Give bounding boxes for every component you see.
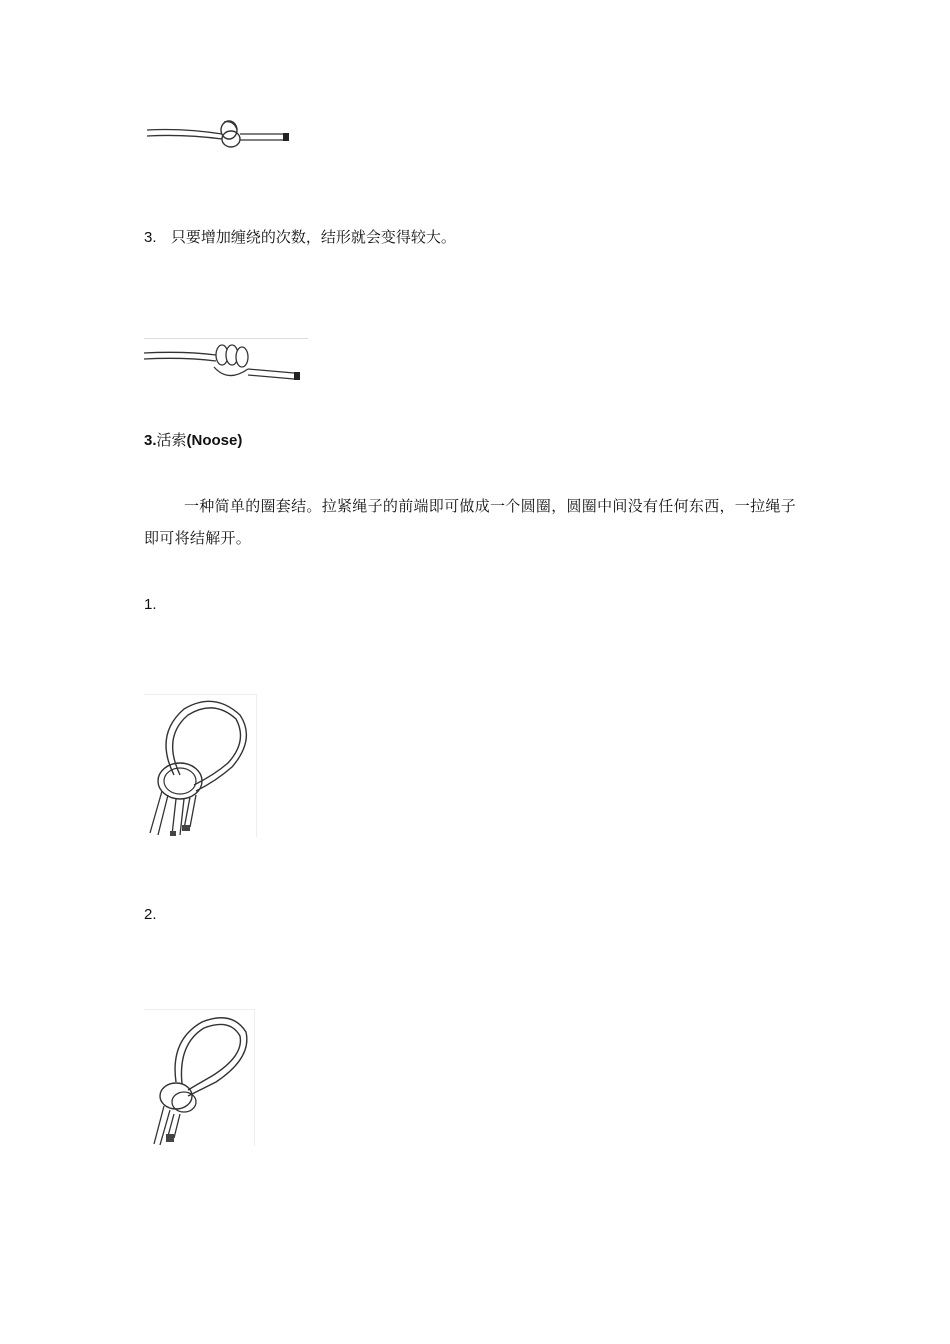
step-3-number: 3.	[144, 229, 157, 246]
noose-step1-icon	[144, 695, 256, 837]
section-description: 一种简单的圈套结。拉紧绳子的前端即可做成一个圆圈，圆圈中间没有任何东西，一拉绳子即可将结解开。	[144, 497, 797, 547]
rope-double-knot-icon	[144, 339, 308, 387]
step-3-text: 只要增加缠绕的次数，结形就会变得较大。	[170, 228, 456, 246]
figure-noose-step2	[144, 1009, 255, 1146]
figure-knot-simple	[144, 112, 294, 154]
section-number: 3.	[144, 432, 157, 449]
section-title-cn: 活索	[156, 431, 187, 449]
section-title-en: (Noose)	[186, 432, 243, 449]
step-1-label: 1.	[144, 596, 157, 613]
rope-knot-icon	[144, 112, 294, 154]
noose-step2-icon	[144, 1010, 254, 1146]
section-heading	[144, 433, 242, 448]
figure-knot-double	[144, 338, 308, 387]
step-3-line	[144, 230, 456, 245]
figure-noose-step1	[144, 694, 257, 837]
step-2-label: 2.	[144, 906, 157, 923]
